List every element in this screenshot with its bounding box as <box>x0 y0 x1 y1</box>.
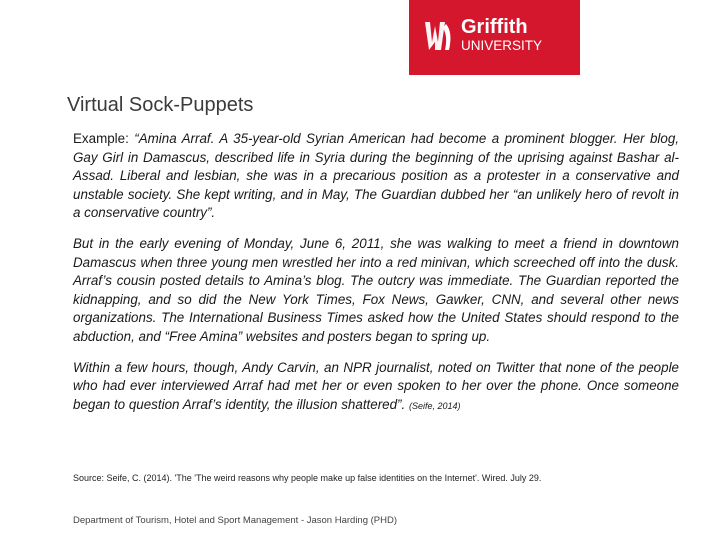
griffith-logo <box>409 0 580 75</box>
paragraph-1-text: “Amina Arraf. A 35-year-old Syrian American had become a prominent blogger. Her blog, Gay Girl in Damascus, described life in Syria during the beginning of the uprising against Bashar al-Assad. Liberal and lesbian, she was in a precarious position as a protester in a conservative and unstable society. She kept writing, and in May, The Guardian dubbed her “an unlikely hero of revolt in a conservative country”. <box>73 131 679 221</box>
paragraph-example <box>73 130 679 223</box>
paragraph-3 <box>73 359 679 416</box>
logo-wordmark: Griffith <box>461 16 528 38</box>
citation: (Seife, 2014) <box>408 400 461 411</box>
paragraph-2: But in the early evening of Monday, June 6, 2011, she was walking to meet a friend in downtown Damascus when three young men wrestled her into a red minivan, which screeched off into the dusk. Arraf’s cousin posted details to Amina’s blog. The outcry was immediate. The Guardian reported the kidnapping, and so did the New York Times, Fox News, Gawker, CNN, and several other news organizations. The International Business Times asked how the United States should respond to the abduction, and “Free Amina” websites and posters began to spring up. <box>73 235 679 344</box>
logo-subtitle: UNIVERSITY <box>461 38 543 53</box>
example-label: Example: <box>73 131 129 146</box>
footer-text: Department of Tourism, Hotel and Sport Management - Jason Harding (PHD) <box>73 515 398 526</box>
slide-title: Virtual Sock-Puppets <box>67 94 254 116</box>
slide-body <box>73 130 679 427</box>
source-reference: Source: Seife, C. (2014). 'The 'The weird reasons why people make up false identities on the Internet'. Wired. July 29. <box>73 473 542 483</box>
paragraph-3-text: Within a few hours, though, Andy Carvin, an NPR journalist, noted on Twitter that none of the people who had ever interviewed Arraf had met her or even spoken to her over the phone. Once someone began to question Arraf’s identity, the illusion shattered”. <box>73 359 679 412</box>
logo-mark-icon <box>425 22 450 50</box>
